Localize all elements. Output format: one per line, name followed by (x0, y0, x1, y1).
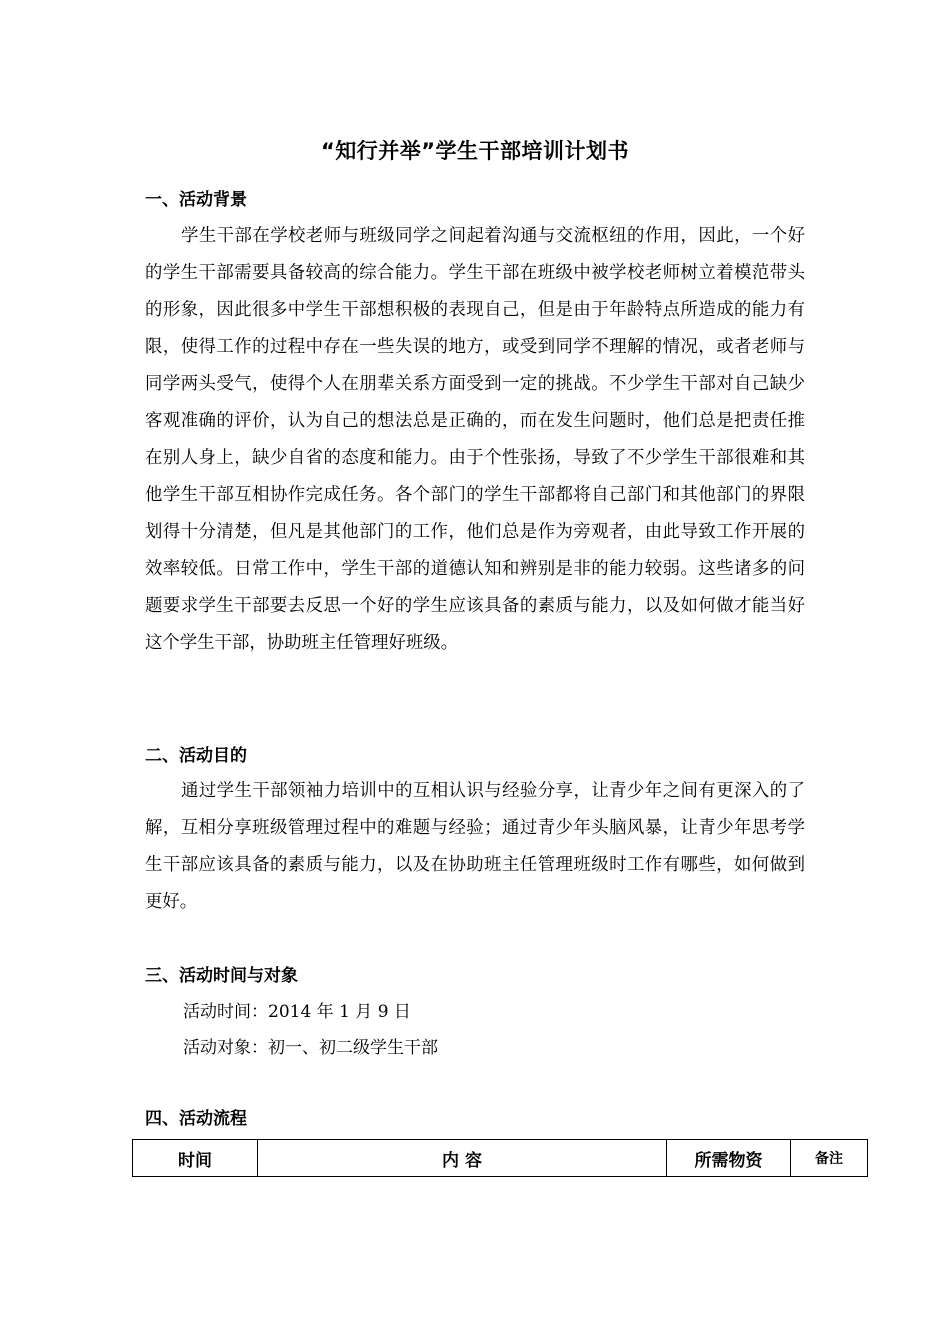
section-heading-purpose: 二、活动目的 (145, 746, 247, 766)
process-table (132, 1139, 868, 1177)
section-heading-background: 一、活动背景 (145, 190, 247, 210)
section-paragraph-purpose: 通过学生干部领袖力培训中的互相认识与经验分享，让青少年之间有更深入的了解，互相分享班级管理过程中的难题与经验；通过青少年头脑风暴，让青少年思考学生干部应该具备的素质与能力，以及在协助班主任管理班级时工作有哪些，如何做到更好。 (145, 781, 805, 912)
table-header-time: 时间 (133, 1140, 258, 1177)
table-header-content: 内 容 (258, 1140, 667, 1177)
section-heading-time-target: 三、活动时间与对象 (145, 966, 298, 986)
section-paragraph-background: 学生干部在学校老师与班级同学之间起着沟通与交流枢纽的作用，因此，一个好的学生干部需要具备较高的综合能力。学生干部在班级中被学校老师树立着模范带头的形象，因此很多中学生干部想积极的表现自己，但是由于年龄特点所造成的能力有限，使得工作的过程中存在一些失误的地方，或受到同学不理解的情况，或者老师与同学两头受气，使得个人在朋辈关系方面受到一定的挑战。不少学生干部对自己缺少客观准确的评价，认为自己的想法总是正确的，而在发生问题时，他们总是把责任推在别人身上，缺少自省的态度和能力。由于个性张扬，导致了不少学生干部很难和其他学生干部互相协作完成任务。各个部门的学生干部都将自己部门和其他部门的界限划得十分清楚，但凡是其他部门的工作，他们总是作为旁观者，由此导致工作开展的效率较低。日常工作中，学生干部的道德认知和辨别是非的能力较弱。这些诸多的问题要求学生干部要去反思一个好的学生应该具备的素质与能力，以及如何做才能当好这个学生干部，协助班主任管理好班级。 (145, 226, 805, 653)
table-header-row (133, 1140, 868, 1177)
table-header-notes: 备注 (791, 1140, 868, 1177)
table-header-materials: 所需物资 (667, 1140, 791, 1177)
document-title: “知行并举”学生干部培训计划书 (320, 139, 630, 163)
activity-target-line: 活动对象：初一、初二级学生干部 (183, 1038, 438, 1058)
activity-time-line: 活动时间：2014 年 1 月 9 日 (183, 1002, 411, 1022)
section-heading-process: 四、活动流程 (145, 1109, 247, 1129)
